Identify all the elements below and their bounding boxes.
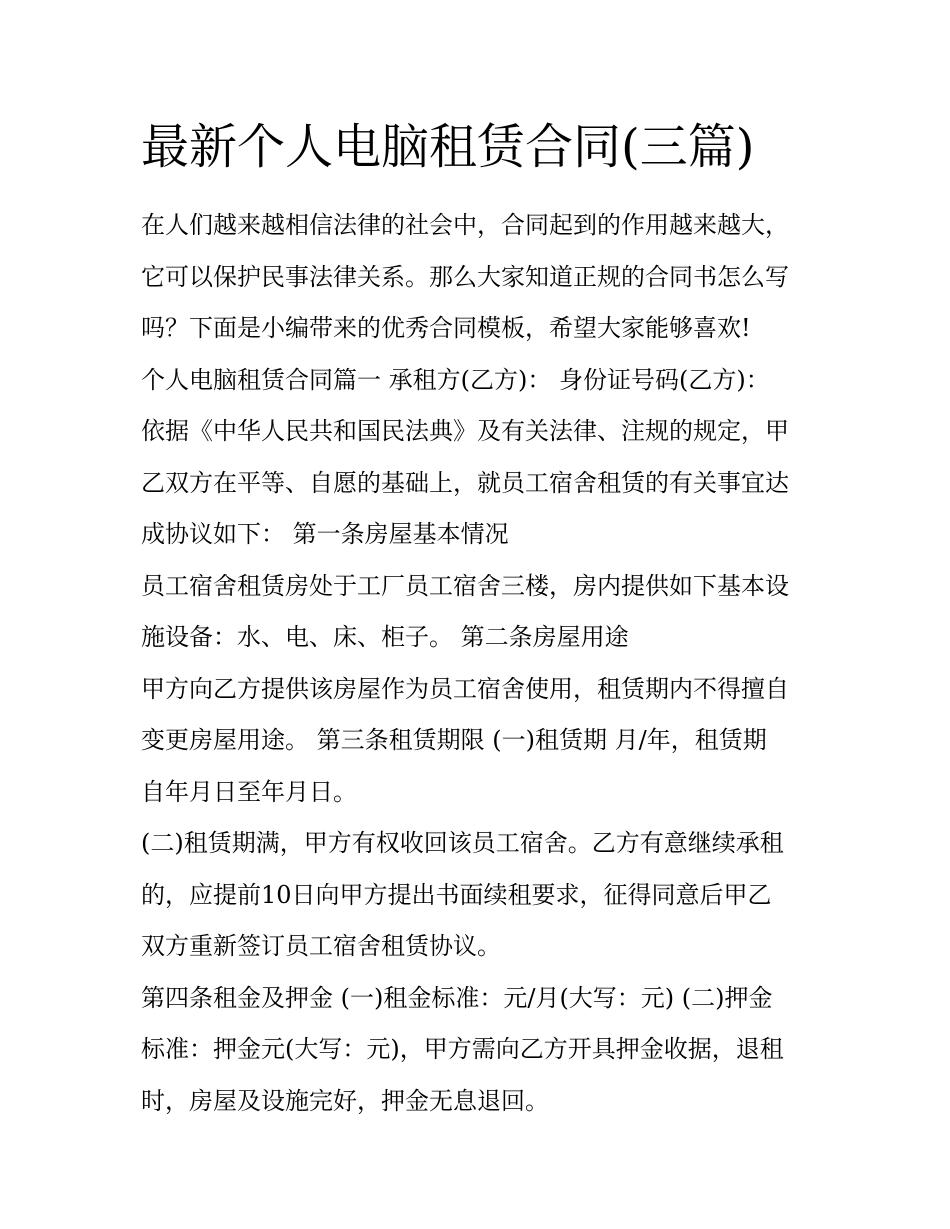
- text-line: 的，应提前10日向甲方提出书面续租要求，征得同意后甲乙: [141, 880, 772, 909]
- text-line: 乙双方在平等、自愿的基础上，就员工宿舍租赁的有关事宜达: [141, 468, 789, 497]
- text-line: 甲方向乙方提供该房屋作为员工宿舍使用，租赁期内不得擅自: [141, 674, 789, 703]
- text-line: 第四条租金及押金 (一)租金标准：元/月(大写：元) (二)押金: [141, 983, 773, 1012]
- document-body: [141, 200, 821, 1127]
- text-line: (二)租赁期满，甲方有权收回该员工宿舍。乙方有意继续承租: [141, 829, 784, 857]
- text-line: 自年月日至年月日。: [141, 777, 357, 806]
- text-line: 吗？下面是小编带来的优秀合同模板，希望大家能够喜欢!: [141, 314, 751, 342]
- text-line: 在人们越来越相信法律的社会中，合同起到的作用越来越大，: [141, 211, 789, 239]
- text-line: 变更房屋用途。 第三条租赁期限 (一)租赁期 月/年，租赁期: [141, 726, 767, 754]
- text-line: 时，房屋及设施完好，押金无息退回。: [141, 1086, 549, 1115]
- text-line: 依据《中华人民共和国民法典》及有关法律、注规的规定，甲: [141, 417, 789, 445]
- text-line: 员工宿舍租赁房处于工厂员工宿舍三楼，房内提供如下基本设: [141, 571, 789, 600]
- text-line: 标准：押金元(大写：元)，甲方需向乙方开具押金收据，退租: [141, 1035, 784, 1063]
- text-line: 双方重新签订员工宿舍租赁协议。: [141, 932, 501, 960]
- text-line: 施设备：水、电、床、柜子。 第二条房屋用途: [141, 623, 629, 651]
- text-line: 成协议如下： 第一条房屋基本情况: [141, 520, 509, 548]
- text-line: 它可以保护民事法律关系。那么大家知道正规的合同书怎么写: [141, 262, 789, 291]
- text-line: 个人电脑租赁合同篇一 承租方(乙方)： 身份证号码(乙方)：: [141, 365, 770, 394]
- document-title: 最新个人电脑租赁合同(三篇): [141, 119, 755, 175]
